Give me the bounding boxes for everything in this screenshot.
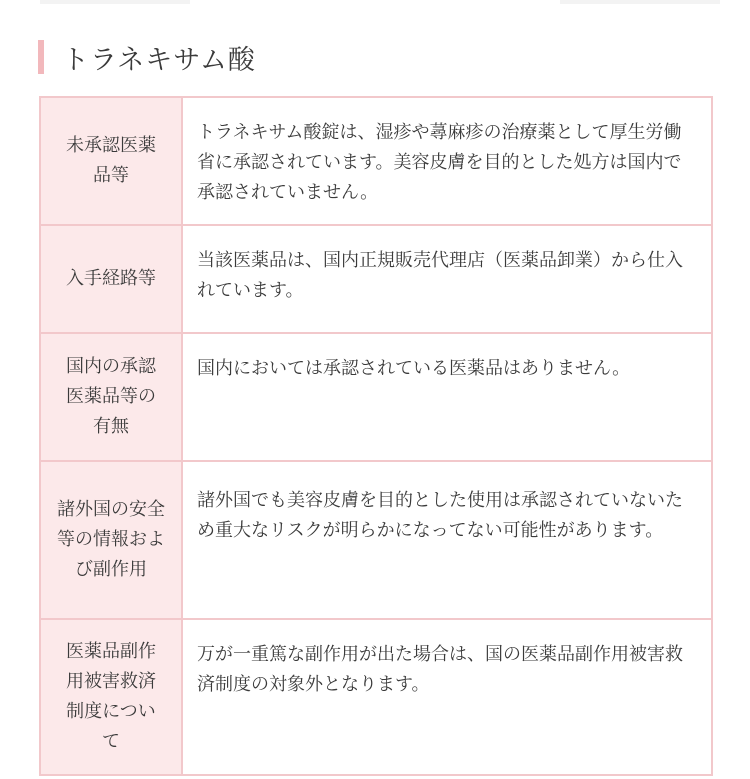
- row-header-label: 医薬品副作用被害救済制度について: [66, 641, 156, 752]
- row-header-label: 未承認医薬品等: [66, 135, 156, 186]
- row-header-cell: [40, 97, 182, 225]
- table-row: [40, 97, 712, 225]
- row-header-label: 諸外国の安全等の情報および副作用: [57, 499, 165, 580]
- table-row: [40, 333, 712, 461]
- row-header-cell: [40, 619, 182, 775]
- table-row: [40, 619, 712, 775]
- row-body-cell: 国内においては承認されている医薬品はありません。: [182, 333, 712, 461]
- row-header-cell: [40, 333, 182, 461]
- row-header-label: 入手経路等: [66, 268, 156, 289]
- row-header-cell: [40, 225, 182, 333]
- section-title: トラネキサム酸: [62, 44, 256, 76]
- row-body-cell: 諸外国でも美容皮膚を目的とした使用は承認されていないため重大なリスクが明らかになってない可能性があります。: [182, 461, 712, 619]
- section-heading: [38, 40, 256, 74]
- row-body-cell: 万が一重篤な副作用が出た場合は、国の医薬品副作用被害救済制度の対象外となります。: [182, 619, 712, 775]
- table-row: [40, 461, 712, 619]
- heading-accent-bar: [38, 40, 44, 74]
- table-row: [40, 225, 712, 333]
- row-header-cell: [40, 461, 182, 619]
- row-body-cell: 当該医薬品は、国内正規販売代理店（医薬品卸業）から仕入れています。: [182, 225, 712, 333]
- top-edge-segment: [40, 0, 190, 4]
- top-edge-segment: [560, 0, 720, 4]
- row-header-label: 国内の承認医薬品等の有無: [66, 356, 156, 437]
- info-table: [39, 96, 713, 776]
- top-edge: [0, 0, 750, 6]
- row-body-cell: トラネキサム酸錠は、湿疹や蕁麻疹の治療薬として厚生労働省に承認されています。美容皮膚を目的とした処方は国内で承認されていません。: [182, 97, 712, 225]
